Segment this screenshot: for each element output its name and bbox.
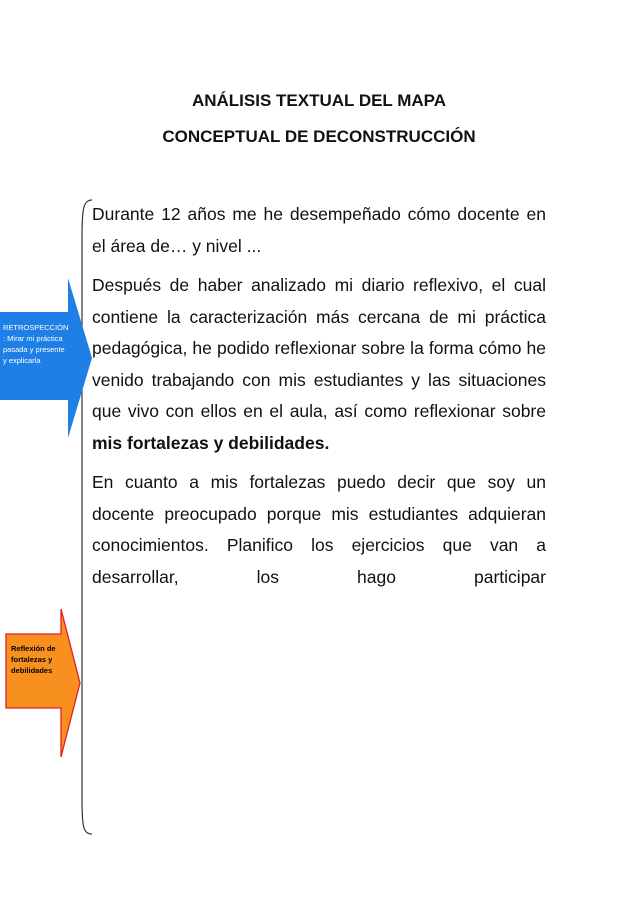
- document-body: [92, 199, 546, 601]
- retrospeccion-callout: RETROSPECCIÓN : Mirar mi práctica pasada y presente y explicarla: [3, 323, 69, 365]
- paragraph-analysis-text: Después de haber analizado mi diario reflexivo, el cual contiene la caracterización más cercana de mi práctica pedagógica, he podido reflexionar sobre la forma cómo he venido trabajando con mis estudiantes y las situaciones que vivo con ellos en el aula, así como reflexionar sobre: [92, 275, 546, 421]
- paragraph-strengths: En cuanto a mis fortalezas puedo decir que soy un docente preocupado porque mis estudiantes adquieran conocimientos. Planifico los ejercicios que van a desarrollar, los hago participar: [92, 472, 546, 587]
- paragraph-analysis-bold: mis fortalezas y debilidades.: [92, 432, 330, 453]
- paragraph-intro: Durante 12 años me he desempeñado cómo docente en el área de… y nivel ...: [92, 204, 546, 256]
- orange-arrow-icon: [5, 608, 81, 758]
- title-line-2: CONCEPTUAL DE DECONSTRUCCIÓN: [162, 127, 476, 146]
- paragraph-analysis: [92, 270, 546, 459]
- title-line-1: ANÁLISIS TEXTUAL DEL MAPA: [191, 91, 447, 110]
- document-title: [100, 83, 538, 155]
- reflexion-callout: Reflexión de fortalezas y debilidades: [11, 644, 56, 675]
